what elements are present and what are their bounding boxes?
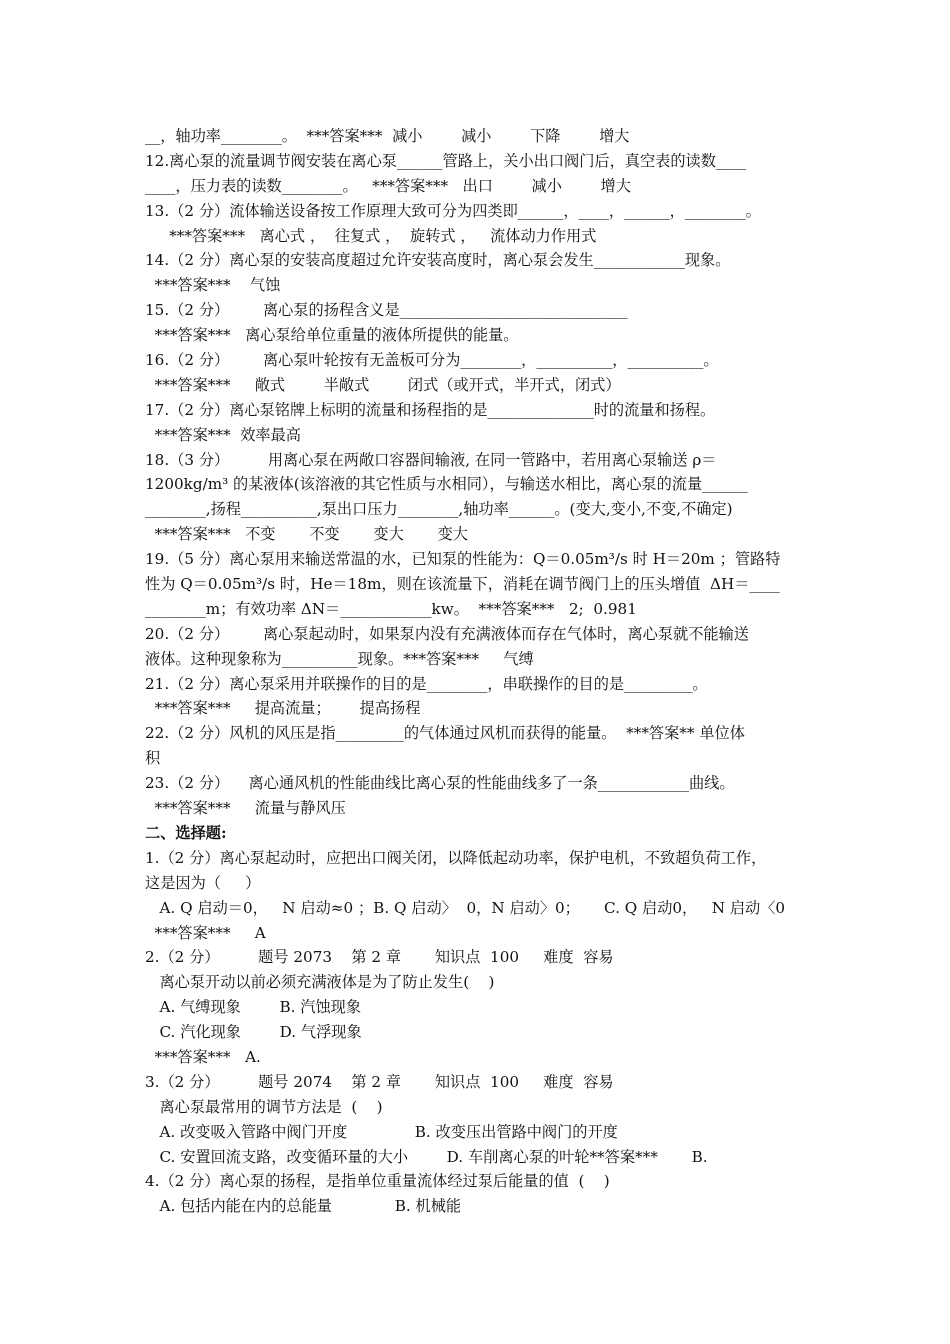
question-18: 18.（3 分） 用离心泵在两敞口容器间输液, 在同一管路中，若用离心泵输送 ρ＝ [145,450,717,469]
question-16: 16.（2 分） 离心泵叶轮按有无盖板可分为________，__________，__________。 [145,351,719,370]
text-line: ________,扬程__________,泵出口压力________,轴功率______。(变大,变小,不变,不确定) [145,500,733,519]
options-line: A. Q 启动＝0， N 启动≈0 ；B. Q 启动〉 0，N 启动〉0； C. Q 启动0， N 启动〈0 [145,898,786,917]
text-line: 离心泵最常用的调节方法是 ( ) [145,1097,383,1116]
answer-line: ***答案*** 气蚀 [145,276,281,295]
section-heading: 二、选择题: [145,823,227,842]
question-20: 20.（2 分） 离心泵起动时，如果泵内没有充满液体而存在气体时，离心泵就不能输送 [145,624,749,643]
mc-question-4: 4.（2 分）离心泵的扬程，是指单位重量流体经过泵后能量的值 ( ) [145,1172,610,1191]
text-line: 离心泵开动以前必须充满液体是为了防止发生( ) [145,973,495,992]
options-line: C. 安置回流支路，改变循环量的大小 D. 车削离心泵的叶轮**答案*** B. [145,1147,708,1166]
question-19: 19.（5 分）离心泵用来输送常温的水，已知泵的性能为：Q＝0.05m³/s 时 H＝20m ；管路特 [145,550,781,569]
question-23: 23.（2 分） 离心通风机的性能曲线比离心泵的性能曲线多了一条____________曲线。 [145,774,735,793]
answer-line: ***答案*** 效率最高 [145,425,301,444]
text-line: 液体。这种现象称为__________现象。***答案*** 气缚 [145,649,534,668]
answer-line: ***答案*** 离心式 ， 往复式 ， 旋转式 ， 流体动力作用式 [145,226,597,245]
question-17: 17.（2 分）离心泵铭牌上标明的流量和扬程指的是______________时的流量和扬程。 [145,400,716,419]
text-line: 积 [145,749,161,768]
answer-line: ***答案*** 敞式 半敞式 闭式（或开式，半开式，闭式） [145,375,621,394]
answer-line: ***答案*** 提高流量； 提高扬程 [145,699,421,718]
mc-question-2: 2.（2 分） 题号 2073 第 2 章 知识点 100 难度 容易 [145,948,614,967]
question-14: 14.（2 分）离心泵的安装高度超过允许安装高度时，离心泵会发生____________现象。 [145,251,731,270]
answer-line: ***答案*** A [145,923,266,942]
question-13: 13.（2 分）流体输送设备按工作原理大致可分为四类即______，____，______，________。 [145,201,761,220]
options-line: A. 改变吸入管路中阀门开度 B. 改变压出管路中阀门的开度 [145,1122,618,1141]
document-page [145,124,817,1219]
options-line: C. 汽化现象 D. 气浮现象 [145,1023,362,1042]
answer-line: ***答案*** 离心泵给单位重量的液体所提供的能量。 [145,326,519,345]
answer-line: ***答案*** 不变 不变 变大 变大 [145,525,468,544]
text-line: __，轴功率________。 ***答案*** 减小 减小 下降 增大 [145,127,630,145]
text-line: 性为 Q＝0.05m³/s 时，He＝18m，则在该流量下，消耗在调节阀门上的压头增值 ΔH＝____ [145,575,780,594]
question-22: 22.（2 分）风机的风压是指_________的气体通过风机而获得的能量。 ***答案** 单位体 [145,724,745,743]
text-line: ____，压力表的读数________。 ***答案*** 出口 减小 增大 [145,176,631,195]
options-line: A. 气缚现象 B. 汽蚀现象 [145,998,362,1017]
mc-question-1: 1.（2 分）离心泵起动时，应把出口阀关闭，以降低起动功率，保护电机，不致超负荷工作， [145,848,767,867]
answer-line: ***答案*** A. [145,1047,261,1066]
mc-question-3: 3.（2 分） 题号 2074 第 2 章 知识点 100 难度 容易 [145,1072,614,1091]
text-line: ________m；有效功率 ΔN＝____________kw。 ***答案*** 2; 0.981 [145,599,637,618]
question-15: 15.（2 分） 离心泵的扬程含义是______________________________ [145,301,628,320]
answer-line: ***答案*** 流量与静风压 [145,799,346,818]
text-line: 这是因为（ ） [145,873,261,892]
text-line: 1200kg/m³ 的某液体(该溶液的其它性质与水相同），与输送水相比，离心泵的流量______ [145,475,748,494]
question-12: 12.离心泵的流量调节阀安装在离心泵______管路上，关小出口阀门后，真空表的读数____ [145,151,747,170]
question-21: 21.（2 分）离心泵采用并联操作的目的是________，串联操作的目的是_________。 [145,674,708,693]
options-line: A. 包括内能在内的总能量 B. 机械能 [145,1197,462,1216]
